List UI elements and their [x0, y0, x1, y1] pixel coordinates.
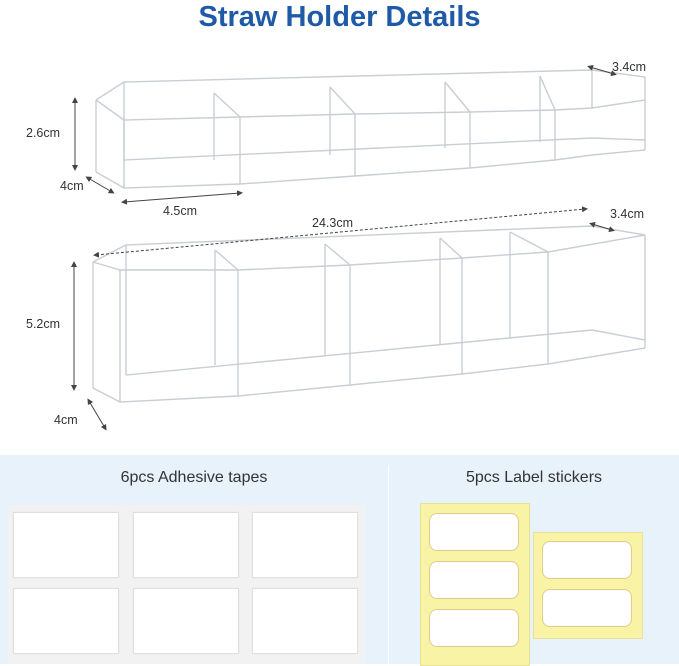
short-holder-depth-label: 4cm	[60, 179, 84, 193]
short-holder-height-label: 2.6cm	[26, 126, 61, 140]
tall-holder-length-label: 24.3cm	[312, 216, 353, 230]
short-holder-cell-label: 4.5cm	[163, 204, 198, 218]
adhesive-tape	[13, 588, 119, 654]
tall-holder-height-label: 5.2cm	[26, 317, 61, 331]
accessories-panel	[0, 455, 679, 664]
short-holder-width-label: 3.4cm	[612, 60, 647, 74]
label-sticker	[542, 541, 632, 579]
panel-divider	[388, 465, 389, 664]
adhesive-tape	[133, 588, 239, 654]
short-straw-holder	[96, 70, 645, 188]
label-stickers-title: 5pcs Label stickers	[465, 469, 603, 486]
adhesive-tape	[252, 588, 358, 654]
adhesive-tape	[252, 512, 358, 578]
sticker-sheet-large	[420, 503, 530, 666]
sticker-sheet-small	[533, 532, 643, 639]
adhesive-tape	[133, 512, 239, 578]
page-title: Straw Holder Details	[198, 1, 481, 33]
adhesive-tape	[13, 512, 119, 578]
label-sticker	[429, 561, 519, 599]
tall-straw-holder	[93, 226, 645, 402]
dimension-diagram	[0, 38, 679, 438]
tall-holder-depth-label: 4cm	[54, 413, 78, 427]
label-sticker	[429, 609, 519, 647]
tall-holder-width-label: 3.4cm	[610, 207, 645, 221]
adhesive-tapes-title: 6pcs Adhesive tapes	[120, 469, 268, 486]
label-sticker	[542, 589, 632, 627]
adhesive-tapes-sheet	[8, 505, 365, 664]
label-sticker	[429, 513, 519, 551]
